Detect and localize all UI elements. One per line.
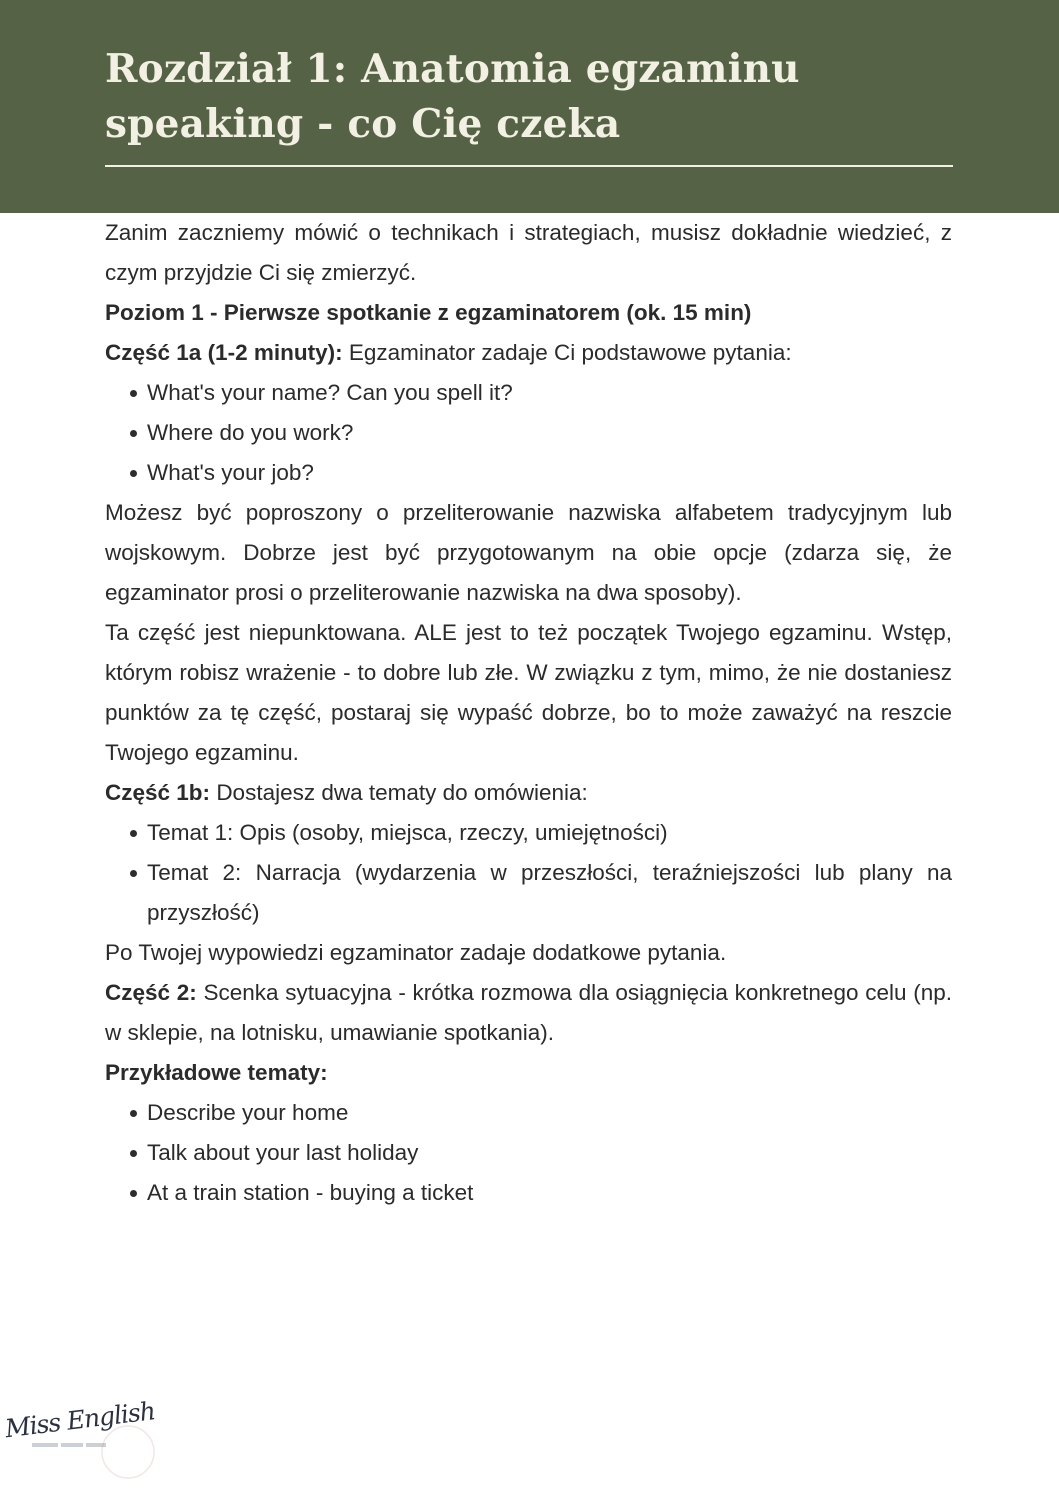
followup-note: Po Twojej wypowiedzi egzaminator zadaje dodatkowe pytania. (105, 940, 727, 965)
unscored-paragraph: Ta część jest niepunktowana. ALE jest to też początek Twojego egzaminu. Wstęp, którym robisz wrażenie - to dobre lub złe. W związku z tym, mimo, że nie dostaniesz punktów za tę część, postaraj się wypaść dobrze, bo to może zaważyć na reszcie Twojego egzaminu. (105, 620, 952, 765)
list-item: Where do you work? (105, 413, 952, 453)
page-title-line-1: Rozdział 1: Anatomia egzaminu (105, 46, 800, 92)
intro-paragraph: Zanim zaczniemy mówić o technikach i strategiach, musisz dokładnie wiedzieć, z czym przyjdzie Ci się zmierzyć. (105, 220, 952, 285)
part1a-line (105, 333, 952, 373)
part1a-label: Część 1a (1-2 minuty): (105, 340, 343, 365)
example-topic-list (105, 1093, 952, 1213)
part2-line (105, 973, 952, 1053)
logo-signature-text: Miss English (3, 1396, 157, 1444)
part2-description: Scenka sytuacyjna - krótka rozmowa dla osiągnięcia konkretnego celu (np. w sklepie, na lotnisku, umawianie spotkania). (105, 980, 952, 1045)
list-item: Temat 1: Opis (osoby, miejsca, rzeczy, umiejętności) (105, 813, 952, 853)
list-item: Temat 2: Narracja (wydarzenia w przeszłości, teraźniejszości lub plany na przyszłość) (105, 853, 952, 933)
logo-graphic (2, 1390, 167, 1490)
part1b-line (105, 773, 952, 813)
list-item: What's your name? Can you spell it? (105, 373, 952, 413)
part1a-description: Egzaminator zadaje Ci podstawowe pytania: (348, 340, 792, 365)
part1a-question-list (105, 373, 952, 493)
list-item: Talk about your last holiday (105, 1133, 952, 1173)
examples-heading: Przykładowe tematy: (105, 1060, 328, 1085)
part1b-topic-list (105, 813, 952, 933)
part2-label: Część 2: (105, 980, 197, 1005)
page-title (105, 42, 1059, 152)
chapter-header (0, 0, 1059, 213)
title-divider (105, 165, 953, 167)
page-title-line-2: speaking - co Cię czeka (105, 101, 621, 147)
miss-english-logo (2, 1390, 167, 1490)
logo-tagline (32, 1443, 106, 1447)
page-body (0, 213, 1059, 1213)
spelling-paragraph: Możesz być poproszony o przeliterowanie nazwiska alfabetem tradycyjnym lub wojskowym. Dobrze jest być przygotowanym na obie opcje (zdarza się, że egzaminator prosi o przeliterowanie nazwiska na dwa sposoby). (105, 500, 952, 605)
logo-watermark-circle (102, 1426, 154, 1478)
part1b-description: Dostajesz dwa tematy do omówienia: (216, 780, 588, 805)
part1b-label: Część 1b: (105, 780, 211, 805)
list-item: What's your job? (105, 453, 952, 493)
list-item: At a train station - buying a ticket (105, 1173, 952, 1213)
list-item: Describe your home (105, 1093, 952, 1133)
level1-heading: Poziom 1 - Pierwsze spotkanie z egzaminatorem (ok. 15 min) (105, 300, 752, 325)
